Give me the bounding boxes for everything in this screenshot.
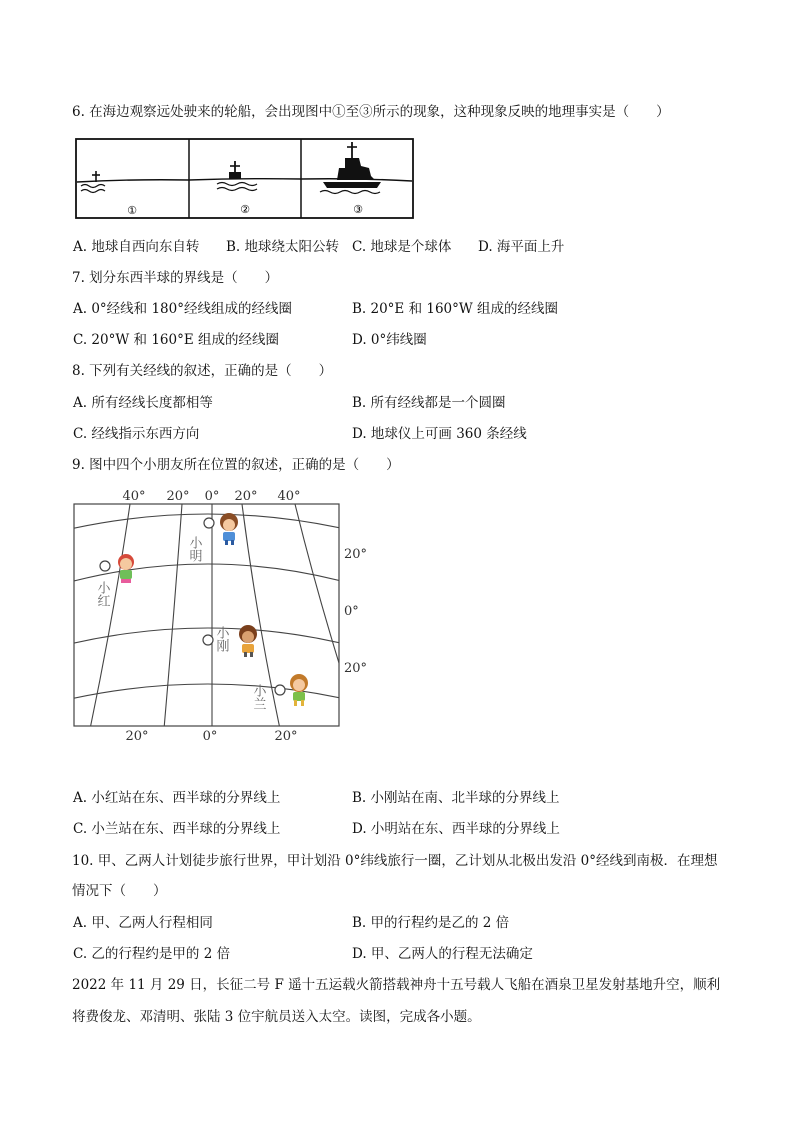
q9-option-d[interactable]: D. 小明站在东、西半球的分界线上 — [352, 821, 560, 837]
q9-option-a[interactable]: A. 小红站在东、西半球的分界线上 — [73, 790, 281, 806]
q7-option-d[interactable]: D. 0°纬线圈 — [352, 332, 427, 348]
q10-option-b[interactable]: B. 甲的行程约是乙的 2 倍 — [352, 915, 510, 931]
passage-line2: 将费俊龙、邓清明、张陆 3 位宇航员送入太空。读图，完成各小题。 — [72, 1009, 481, 1025]
q9-option-b[interactable]: B. 小刚站在南、北半球的分界线上 — [352, 790, 560, 806]
q10-option-c[interactable]: C. 乙的行程约是甲的 2 倍 — [73, 946, 231, 962]
passage-line1: 2022 年 11 月 29 日，长征二号 F 遥十五运载火箭搭载神舟十五号载人飞船在酒泉卫星发射基地升空，顺利 — [72, 977, 721, 993]
top-label-40e: 40° — [277, 489, 301, 504]
kid-name-xiaohong: 小红 — [94, 581, 110, 607]
q7-stem: 7. 划分东西半球的界线是（ ） — [72, 270, 279, 286]
q10-option-d[interactable]: D. 甲、乙两人的行程无法确定 — [352, 946, 533, 962]
right-label-0: 0° — [344, 604, 359, 619]
top-label-40w: 40° — [122, 489, 146, 504]
panel-label-1: ① — [127, 204, 137, 217]
q10-option-a[interactable]: A. 甲、乙两人行程相同 — [73, 915, 213, 931]
top-label-20e: 20° — [234, 489, 258, 504]
q6-option-a[interactable]: A. 地球自西向东自转 — [73, 239, 200, 255]
q8-stem: 8. 下列有关经线的叙述，正确的是（ ） — [72, 363, 333, 379]
ship-horizon-figure — [75, 138, 415, 220]
panel-label-2: ② — [240, 203, 250, 216]
q10-stem-line1: 10. 甲、乙两人计划徒步旅行世界，甲计划沿 0°纬线旅行一圈，乙计划从北极出发沿 0°经线到南极．在理想 — [72, 853, 718, 869]
q9-option-c[interactable]: C. 小兰站在东、西半球的分界线上 — [73, 821, 281, 837]
top-label-20w: 20° — [166, 489, 190, 504]
q6-option-d[interactable]: D. 海平面上升 — [478, 239, 565, 255]
q6-stem: 6. 在海边观察远处驶来的轮船，会出现图中①至③所示的现象，这种现象反映的地理事实是（ ） — [72, 104, 670, 120]
q7-option-a[interactable]: A. 0°经线和 180°经线组成的经线圈 — [73, 301, 292, 317]
kid-name-xiaolan: 小兰 — [250, 684, 266, 710]
top-label-0: 0° — [204, 489, 220, 504]
kid-name-xiaoming: 小明 — [186, 536, 202, 562]
q9-stem: 9. 图中四个小朋友所在位置的叙述，正确的是（ ） — [72, 457, 400, 473]
panel-label-3: ③ — [353, 203, 363, 216]
q6-option-b[interactable]: B. 地球绕太阳公转 — [226, 239, 340, 255]
bottom-label-20w: 20° — [125, 729, 149, 744]
q8-option-a[interactable]: A. 所有经线长度都相等 — [73, 395, 213, 411]
q8-option-b[interactable]: B. 所有经线都是一个圆圈 — [352, 395, 506, 411]
q8-option-d[interactable]: D. 地球仪上可画 360 条经线 — [352, 426, 527, 442]
q6-option-c[interactable]: C. 地球是个球体 — [352, 239, 452, 255]
q8-option-c[interactable]: C. 经线指示东西方向 — [73, 426, 200, 442]
marker-xiaohong — [100, 561, 110, 571]
q10-stem-line2: 情况下（ ） — [72, 883, 167, 899]
graticule-map — [70, 484, 375, 749]
kid-name-xiaogang: 小刚 — [213, 626, 229, 652]
right-label-20s: 20° — [344, 661, 368, 676]
q7-option-b[interactable]: B. 20°E 和 160°W 组成的经线圈 — [352, 301, 559, 317]
bottom-label-0: 0° — [202, 729, 218, 744]
marker-xiaolan — [275, 685, 285, 695]
marker-xiaoming — [204, 518, 214, 528]
marker-xiaogang — [203, 635, 213, 645]
right-label-20n: 20° — [344, 547, 368, 562]
q7-option-c[interactable]: C. 20°W 和 160°E 组成的经线圈 — [73, 332, 279, 348]
bottom-label-20e: 20° — [274, 729, 298, 744]
